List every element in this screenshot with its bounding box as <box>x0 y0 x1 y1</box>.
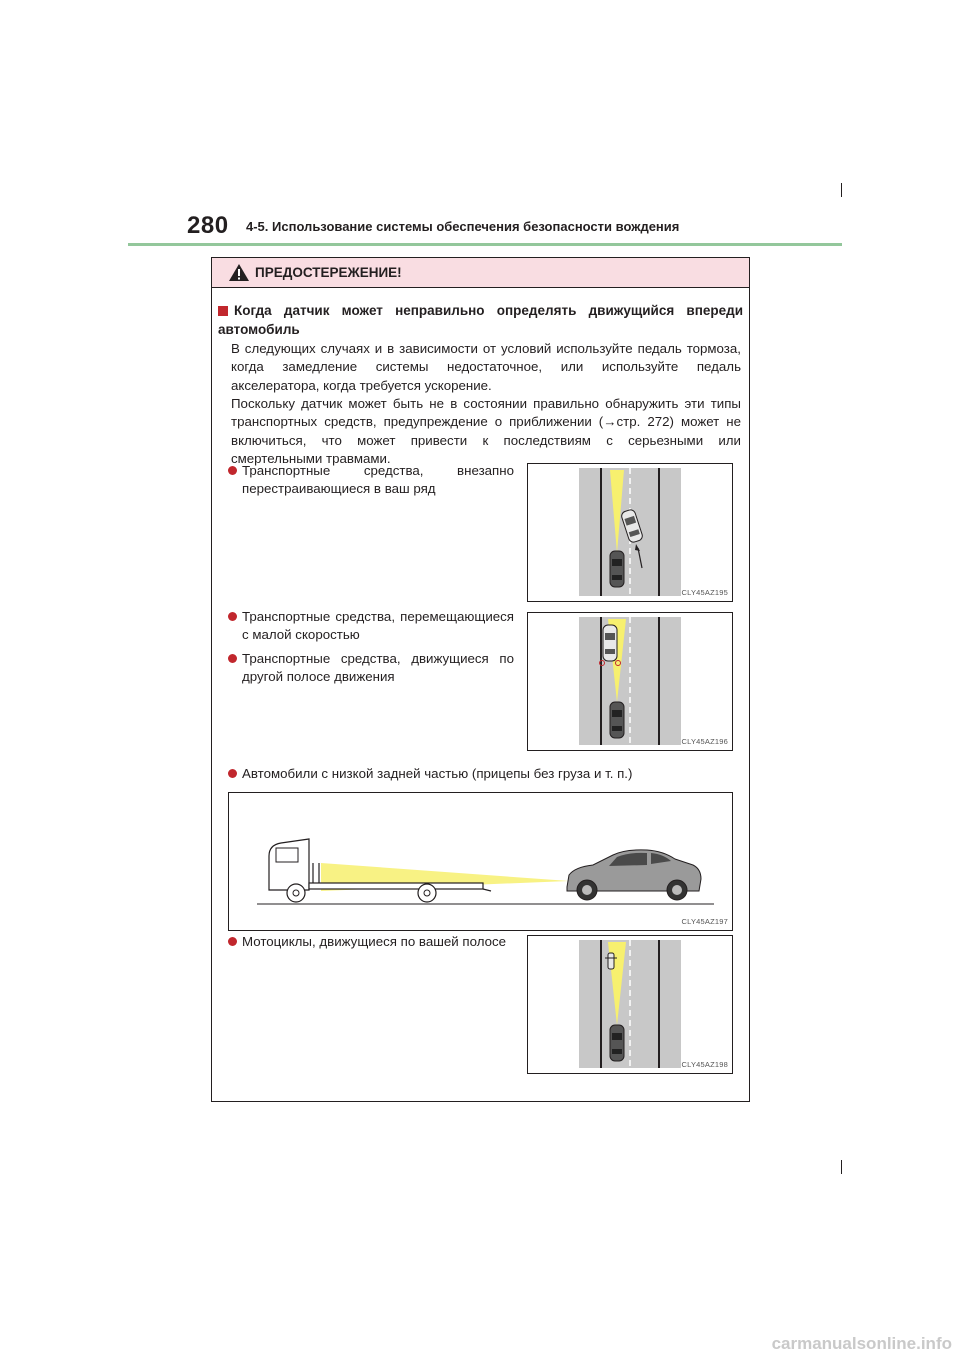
road-diagram <box>528 613 732 750</box>
list-item: Автомобили с низкой задней частью (прицепы без груза и т. п.) <box>228 765 748 783</box>
section-title: 4-5. Использование системы обеспечения безопасности вождения <box>246 219 680 234</box>
list-item: Транспортные средства, движущиеся по другой полосе движения <box>228 650 514 687</box>
bullet-dot-icon <box>228 769 237 778</box>
list-item: Транспортные средства, перемещающиеся с малой скоростью <box>228 608 514 645</box>
figure-code: CLY45AZ198 <box>681 1060 728 1069</box>
bullet-dot-icon <box>228 612 237 621</box>
figure-code: CLY45AZ196 <box>681 737 728 746</box>
paragraph-2: Поскольку датчик может быть не в состоянии правильно обнаружить эти типы транспортных средств, предупреждение о приближении (→стр. 272) может не включиться, что может привести к последствиям с серьезными или смертельными травмами. <box>231 396 741 466</box>
bullet-dot-icon <box>228 937 237 946</box>
bullet-dot-icon <box>228 466 237 475</box>
illustration-slow-vehicle <box>527 612 733 751</box>
road-diagram <box>528 936 732 1073</box>
figure-code: CLY45AZ195 <box>681 588 728 597</box>
square-bullet-icon <box>218 306 228 316</box>
road-diagram <box>528 464 732 601</box>
header-rule <box>128 243 842 246</box>
warning-header <box>212 258 749 288</box>
truck-car-diagram <box>229 793 732 930</box>
list-item: Транспортные средства, внезапно перестраивающиеся в ваш ряд <box>228 462 514 499</box>
illustration-low-trailer <box>228 792 733 931</box>
warning-triangle-icon <box>228 263 250 282</box>
crop-mark-top <box>841 183 842 197</box>
illustration-motorcycle <box>527 935 733 1074</box>
page-number: 280 <box>187 212 229 239</box>
illustration-cut-in <box>527 463 733 602</box>
watermark: carmanualsonline.info <box>771 1334 952 1353</box>
warning-title: ПРЕДОСТЕРЕЖЕНИЕ! <box>255 265 402 280</box>
bullet-dot-icon <box>228 654 237 663</box>
list-item: Мотоциклы, движущиеся по вашей полосе <box>228 933 514 951</box>
paragraph-1: В следующих случаях и в зависимости от условий используйте педаль тормоза, когда замедление системы недостаточное, или используйте педаль акселератора, когда требуется ускорение. <box>231 341 741 393</box>
figure-code: CLY45AZ197 <box>681 917 728 926</box>
section-heading: Когда датчик может неправильно определять движущийся впереди автомобиль <box>218 303 743 337</box>
crop-mark-bottom <box>841 1160 842 1174</box>
